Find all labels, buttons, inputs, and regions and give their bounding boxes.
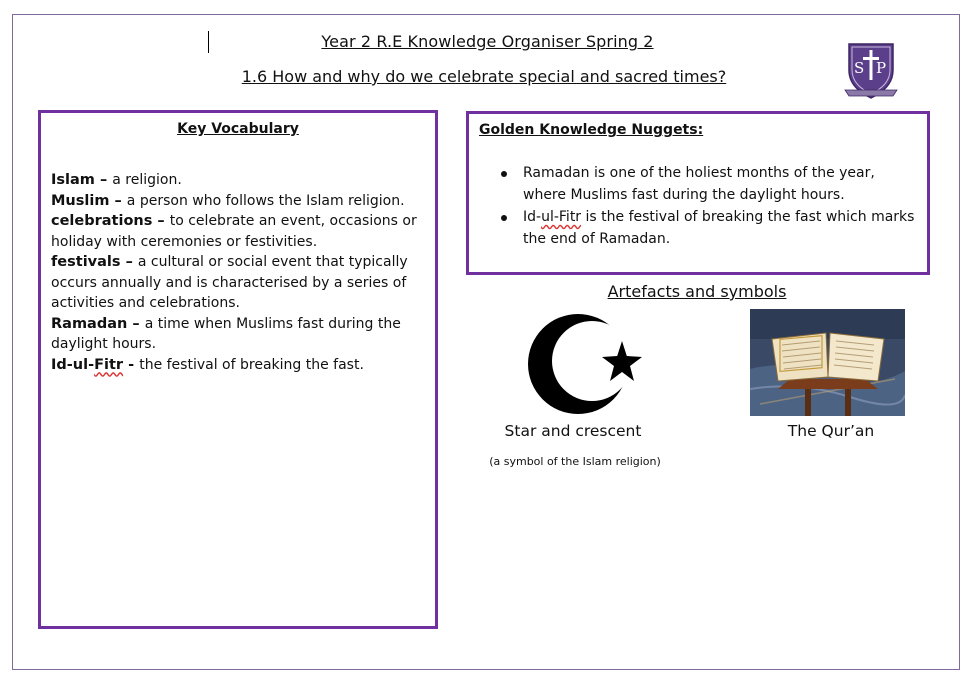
vocab-term: Muslim – xyxy=(51,192,127,209)
nugget-item: Ramadan is one of the holiest months of the year, where Muslims fast during the daylight hours. xyxy=(499,163,919,206)
vocab-definition: a time when Muslims fast during the daylight hours. xyxy=(51,315,401,352)
key-vocabulary-heading: Key Vocabulary xyxy=(177,121,299,137)
spellcheck-underline: Fitr xyxy=(94,356,124,373)
vocab-term: festivals – xyxy=(51,254,138,270)
page-subtitle: 1.6 How and why do we celebrate special and sacred times? xyxy=(241,67,727,86)
school-crest-icon xyxy=(841,40,901,102)
vocab-entry-ramadan xyxy=(51,314,423,355)
star-and-crescent-caption: Star and crescent xyxy=(504,422,642,440)
vocab-entry-id-ul-fitr xyxy=(51,355,423,376)
nugget-item: Id-ul-Fitr is the festival of breaking the fast which marks the end of Ramadan. xyxy=(499,207,919,250)
page-title: Year 2 R.E Knowledge Organiser Spring 2 xyxy=(321,32,654,51)
vocabulary-list xyxy=(51,170,423,375)
crest-letter-p: P xyxy=(876,59,887,77)
golden-knowledge-nuggets-box xyxy=(466,111,930,275)
star-and-crescent-subcaption: (a symbol of the Islam religion) xyxy=(489,455,661,468)
vocab-entry-celebrations xyxy=(51,211,423,252)
vocab-entry-muslim xyxy=(51,191,423,212)
vocab-definition: a cultural or social event that typically occurs annually and is characterised by a series of activities and celebrations. xyxy=(51,254,408,311)
key-vocabulary-box xyxy=(38,110,438,629)
vocab-term: Ramadan – xyxy=(51,315,145,332)
vocab-entry-islam xyxy=(51,170,423,191)
artefacts-heading: Artefacts and symbols xyxy=(607,282,787,301)
bullet-icon xyxy=(501,171,507,177)
vocab-term: Id-ul-Fitr - xyxy=(51,356,140,373)
nuggets-list xyxy=(499,163,919,251)
star-and-crescent-icon xyxy=(526,314,644,414)
spellcheck-underline: ul-Fitr xyxy=(541,209,582,225)
vocab-term: Islam – xyxy=(51,172,113,188)
vocab-definition: the festival of breaking the fast. xyxy=(139,356,364,373)
vocab-entry-festivals xyxy=(51,252,423,314)
nuggets-heading: Golden Knowledge Nuggets: xyxy=(479,122,704,138)
vocab-definition: a religion. xyxy=(112,172,182,188)
quran-on-stand-image xyxy=(750,309,905,416)
vocab-definition: a person who follows the Islam religion. xyxy=(126,192,405,209)
crest-letter-s: S xyxy=(854,59,865,77)
bullet-icon xyxy=(501,215,507,221)
vocab-definition: to celebrate an event, occasions or holiday with ceremonies or festivities. xyxy=(51,213,417,250)
quran-caption: The Qur’an xyxy=(787,422,875,440)
vocab-term: celebrations – xyxy=(51,213,170,229)
